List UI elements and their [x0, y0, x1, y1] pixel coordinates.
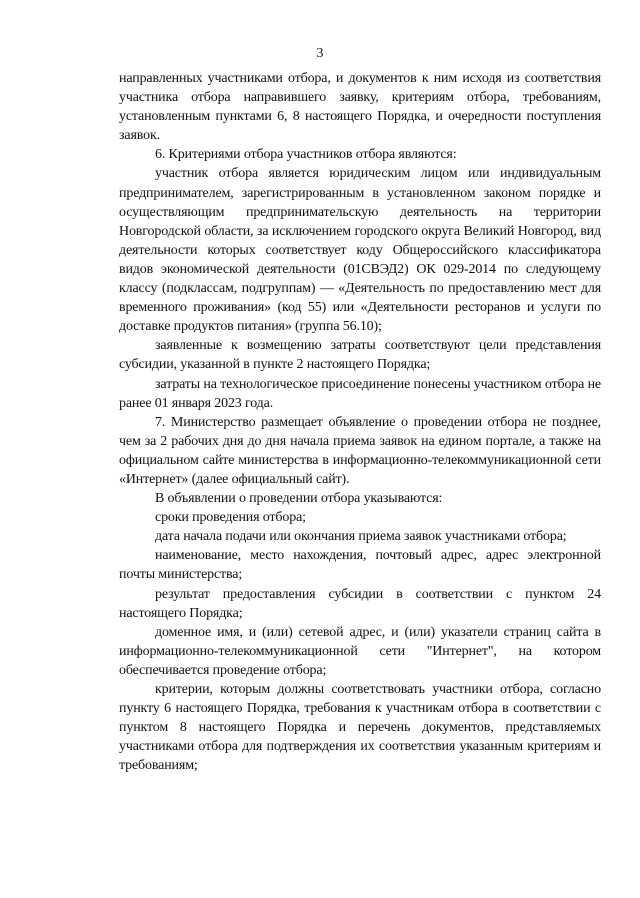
list-item-ministry-contacts: наименование, место нахождения, почтовый адрес, адрес электронной почты министерства;	[119, 548, 601, 583]
paragraph-criteria-heading: 6. Критериями отбора участников отбора являются:	[155, 147, 457, 163]
paragraph-announcement-contents: В объявлении о проведении отбора указываются:	[155, 491, 443, 507]
list-item-application-dates: дата начала подачи или окончания приема заявок участниками отбора;	[155, 529, 567, 545]
paragraph-criterion-costs-date: затраты на технологическое присоединение понесены участником отбора не ранее 01 января 2023 года.	[119, 376, 601, 411]
page-number: 3	[316, 46, 324, 61]
paragraph-criterion-costs-purpose: заявленные к возмещению затраты соответствуют цели представления субсидии, указанной в пункте 2 настоящего Порядка;	[119, 338, 601, 373]
paragraph-continuation: направленных участниками отбора, и документов к ним исходя из соответствия участника отбора направившего заявку, критериям отбора, требованиям, установленным пунктами 6, 8 настоящего Порядка, и очередности поступления заявок.	[119, 71, 601, 144]
paragraph-ministry-announcement: 7. Министерство размещает объявление о проведении отбора не позднее, чем за 2 рабочих дня до дня начала приема заявок на едином портале, а также на официальном сайте министерства в информационно-телекоммуникационной сети «Интернет» (далее официальный сайт).	[119, 414, 601, 487]
list-item-website: доменное имя, и (или) сетевой адрес, и (или) указатели страниц сайта в информационно-телекоммуникационной сети "Интернет", на котором обеспечивается проведение отбора;	[119, 624, 601, 678]
paragraph-criterion-participant: участник отбора является юридическим лицом или индивидуальным предпринимателем, зарегистрированным в установленном законом порядке и осуществляющим предпринимательскую деятельность на территории Новгородской области, за исключением городского округа Великий Новгород, вид деятельности которых соответствует коду Общероссийского классификатора видов экономической деятельности (01СВЭД2) ОК 029-2014 по следующему классу (подклассам, подгруппам) — «Деятельность по предоставлению мест для временного проживания» (код 55) или «Деятельности ресторанов и услуги по доставке продуктов питания» (группа 56.10);	[119, 166, 601, 335]
document-body	[119, 69, 601, 775]
list-item-subsidy-result: результат предоставления субсидии в соответствии с пунктом 24 настоящего Порядка;	[119, 586, 601, 621]
list-item-deadlines: сроки проведения отбора;	[155, 510, 306, 526]
list-item-criteria-requirements: критерии, которым должны соответствовать участники отбора, согласно пункту 6 настоящего Порядка, требования к участникам отбора в соответствии с пунктом 8 настоящего Порядка и перечень документов, представляемых участниками отбора для подтверждения их соответствия указанным критериям и требованиям;	[119, 682, 601, 774]
